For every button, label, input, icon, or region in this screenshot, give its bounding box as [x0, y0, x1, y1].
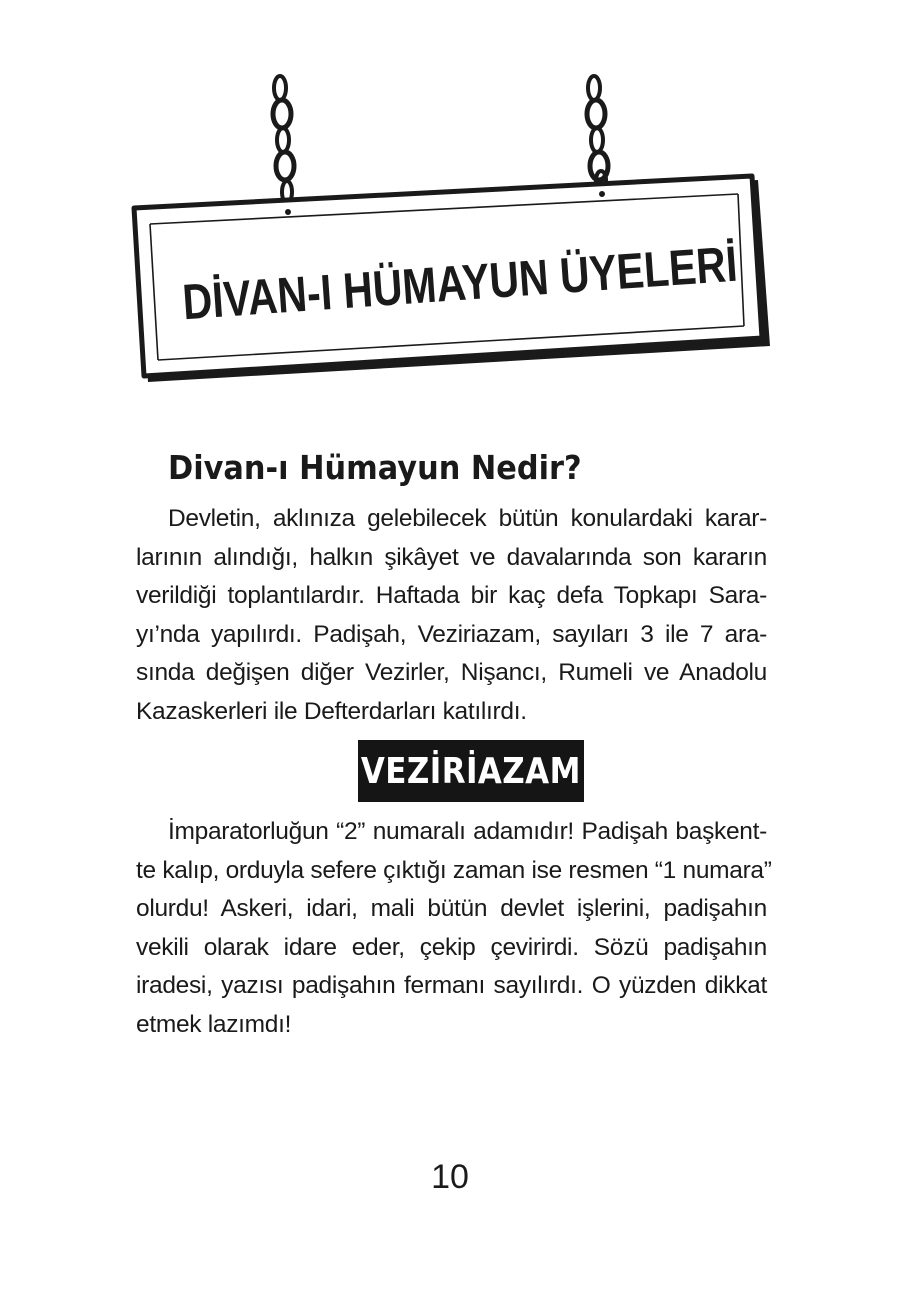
section-label-box: [358, 740, 584, 802]
paragraph-line: İmparatorluğun “2” numaralı adamıdır! Padişah başkent-: [168, 818, 767, 845]
left-chain-icon: [273, 76, 294, 215]
paragraph-line: vekili olarak idare eder, çekip çevirirdi. Sözü padişahın: [136, 933, 767, 961]
paragraph-line: verildiği toplantılardır. Haftada bir kaç defa Topkapı Sara-: [136, 582, 767, 609]
paragraph-line: iradesi, yazısı padişahın fermanı sayılırdı. O yüzden dikkat: [136, 972, 767, 999]
right-chain-icon: [587, 76, 608, 197]
paragraph-line: etmek lazımdı!: [136, 1010, 292, 1038]
paragraph-line: larının alındığı, halkın şikâyet ve davalarında son kararın: [136, 543, 767, 571]
section-heading: Divan-ı Hümayun Nedir?: [168, 448, 582, 487]
paragraph-line: Devletin, aklınıza gelebilecek bütün konulardaki karar-: [168, 505, 767, 532]
paragraph-line: Kazaskerleri ile Defterdarları katılırdı.: [136, 697, 527, 725]
page-number: 10: [431, 1158, 469, 1196]
paragraph-line: olurdu! Askeri, idari, mali bütün devlet işlerini, padişahın: [136, 895, 767, 922]
paragraph-divan: [136, 500, 767, 731]
hanging-sign: [0, 0, 900, 420]
paragraph-veziriazam: [136, 813, 772, 1044]
section-label: VEZİRİAZAM: [361, 750, 581, 792]
paragraph-line: te kalıp, orduyla sefere çıktığı zaman ise resmen “1 numara”: [136, 856, 772, 884]
paragraph-line: sında değişen diğer Vezirler, Nişancı, Rumeli ve Anadolu: [136, 659, 767, 686]
sign-title: DİVAN-I HÜMAYUN ÜYELERİ: [180, 235, 740, 331]
paragraph-line: yı’nda yapılırdı. Padişah, Veziriazam, sayıları 3 ile 7 ara-: [136, 620, 767, 648]
